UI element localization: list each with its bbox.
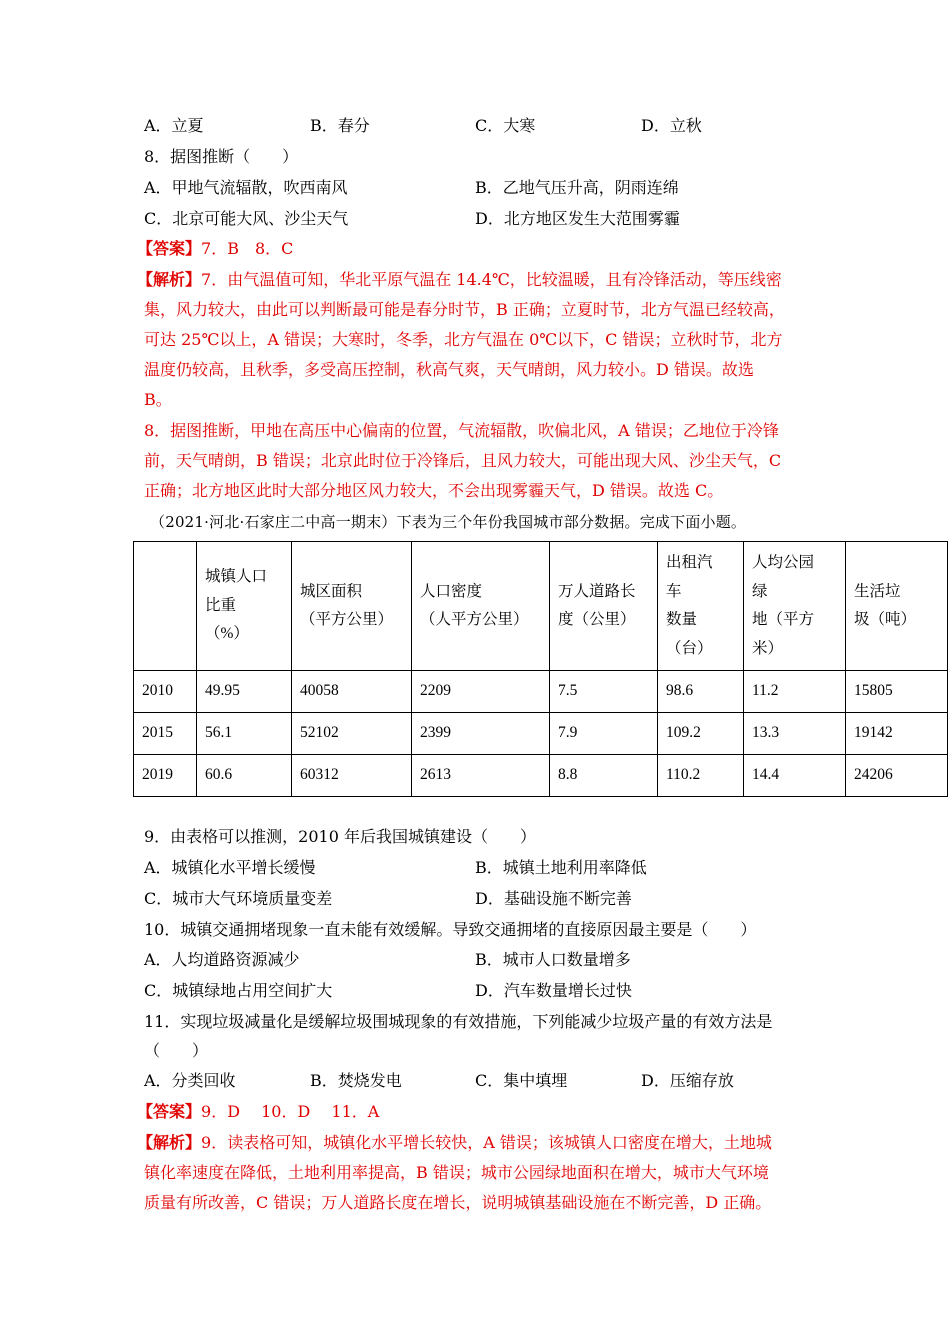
q11-stem: 11．实现垃圾减量化是缓解垃圾围城现象的有效措施，下列能减少垃圾产量的有效方法是	[144, 1012, 773, 1031]
table-cell: 2209	[412, 671, 550, 713]
answer-block-2	[137, 1102, 379, 1122]
table-header-road-length: 万人道路长 度（公里）	[550, 542, 658, 671]
table-cell: 15805	[846, 671, 948, 713]
table-cell: 7.5	[550, 671, 658, 713]
analysis-1-line-3: 可达 25℃以上，A 错误；大寒时，冬季，北方气温在 0℃以下，C 错误；立秋时节，北方	[144, 330, 783, 349]
question-group-intro: （2021·河北·石家庄二中高一期末）下表为三个年份我国城市部分数据。完成下面小题。	[150, 513, 747, 531]
table-cell: 14.4	[744, 755, 846, 797]
table-header-urban-area: 城区面积 （平方公里）	[292, 542, 412, 671]
table-cell: 7.9	[550, 713, 658, 755]
q10-option-d: D．汽车数量增长过快	[475, 981, 632, 1000]
table-cell: 11.2	[744, 671, 846, 713]
answer-text: 9．D 10．D 11．A	[201, 1102, 380, 1121]
q11-option-d: D．压缩存放	[641, 1071, 734, 1090]
table-cell: 2010	[134, 671, 197, 713]
q9-option-d: D．基础设施不断完善	[475, 889, 632, 908]
table-cell: 110.2	[658, 755, 744, 797]
q10-option-c: C．城镇绿地占用空间扩大	[144, 981, 333, 1000]
analysis-2-line-2: 镇化率速度在降低，土地利用率提高，B 错误；城市公园绿地面积在增大，城市大气环境	[144, 1163, 769, 1182]
analysis-text: 7．由气温值可知，华北平原气温在 14.4℃，比较温暖，且有冷锋活动，等压线密	[201, 270, 782, 289]
q7-option-b: B．春分	[310, 116, 370, 135]
q10-stem: 10．城镇交通拥堵现象一直未能有效缓解。导致交通拥堵的直接原因最主要是（ ）	[144, 920, 757, 939]
analysis-2-line-1	[137, 1133, 772, 1153]
analysis-1-line-6: 8．据图推断，甲地在高压中心偏南的位置，气流辐散，吹偏北风，A 错误；乙地位于冷锋	[144, 421, 779, 440]
table-cell: 49.95	[197, 671, 292, 713]
analysis-1-line-1	[137, 270, 782, 290]
q10-option-a: A．人均道路资源减少	[144, 950, 300, 969]
q8-stem: 8．据图推断（ ）	[144, 147, 299, 166]
q7-option-d: D．立秋	[641, 116, 702, 135]
analysis-2-line-3: 质量有所改善，C 错误；万人道路长度在增长，说明城镇基础设施在不断完善，D 正确。	[144, 1193, 772, 1212]
answer-block-1	[137, 239, 293, 259]
answer-tag: 【答案】	[137, 239, 202, 258]
q7-option-a: A．立夏	[144, 116, 204, 135]
table-cell: 24206	[846, 755, 948, 797]
table-row	[134, 713, 948, 755]
table-cell: 2019	[134, 755, 197, 797]
table-header-urban-population: 城镇人口 比重 （%）	[197, 542, 292, 671]
analysis-tag: 【解析】	[137, 270, 202, 289]
table-cell: 2015	[134, 713, 197, 755]
q11-option-c: C．集中填埋	[475, 1071, 568, 1090]
q8-option-d: D．北方地区发生大范围雾霾	[475, 209, 680, 228]
table-row	[134, 755, 948, 797]
table-header-cell-blank	[134, 542, 197, 671]
table-cell: 60312	[292, 755, 412, 797]
table-cell: 56.1	[197, 713, 292, 755]
q8-option-a: A．甲地气流辐散，吹西南风	[144, 178, 348, 197]
analysis-1-line-5: B。	[144, 390, 172, 409]
q8-option-b: B．乙地气压升高，阴雨连绵	[475, 178, 679, 197]
table-cell: 109.2	[658, 713, 744, 755]
city-data-table	[133, 541, 948, 797]
q9-option-b: B．城镇土地利用率降低	[475, 858, 647, 877]
q9-stem: 9．由表格可以推测，2010 年后我国城镇建设（ ）	[144, 827, 536, 846]
q9-option-c: C．城市大气环境质量变差	[144, 889, 333, 908]
analysis-1-line-7: 前，天气晴朗，B 错误；北京此时位于冷锋后，且风力较大，可能出现大风、沙尘天气，C	[144, 451, 782, 470]
table-cell: 2399	[412, 713, 550, 755]
table-cell: 40058	[292, 671, 412, 713]
q7-option-c: C．大寒	[475, 116, 536, 135]
table-header-garbage: 生活垃 圾（吨）	[846, 542, 948, 671]
q10-option-b: B．城市人口数量增多	[475, 950, 631, 969]
analysis-tag: 【解析】	[137, 1133, 202, 1152]
table-row	[134, 671, 948, 713]
table-header-population-density: 人口密度 （人平方公里）	[412, 542, 550, 671]
answer-text: 7．B 8．C	[201, 239, 294, 258]
analysis-1-line-4: 温度仍较高，且秋季，多受高压控制，秋高气爽，天气晴朗，风力较小。D 错误。故选	[144, 360, 754, 379]
table-cell: 8.8	[550, 755, 658, 797]
table-cell: 60.6	[197, 755, 292, 797]
table-cell: 52102	[292, 713, 412, 755]
q8-option-c: C．北京可能大风、沙尘天气	[144, 209, 349, 228]
table-header-taxi-count: 出租汽 车 数量 （台）	[658, 542, 744, 671]
q11-option-b: B．焚烧发电	[310, 1071, 402, 1090]
analysis-text: 9．读表格可知，城镇化水平增长较快，A 错误；该城镇人口密度在增大，土地城	[201, 1133, 772, 1152]
table-header-row	[134, 542, 948, 671]
answer-tag: 【答案】	[137, 1102, 202, 1121]
q11-option-a: A．分类回收	[144, 1071, 236, 1090]
table-cell: 13.3	[744, 713, 846, 755]
table-header-park-green: 人均公园 绿 地（平方 米）	[744, 542, 846, 671]
table-cell: 19142	[846, 713, 948, 755]
table-cell: 98.6	[658, 671, 744, 713]
q9-option-a: A．城镇化水平增长缓慢	[144, 858, 316, 877]
analysis-1-line-8: 正确；北方地区此时大部分地区风力较大，不会出现雾霾天气，D 错误。故选 C。	[144, 481, 724, 500]
q11-stem-blank: （ ）	[144, 1041, 209, 1060]
analysis-1-line-2: 集，风力较大，由此可以判断最可能是春分时节，B 正确；立夏时节，北方气温已经较高，	[144, 300, 785, 319]
table-cell: 2613	[412, 755, 550, 797]
